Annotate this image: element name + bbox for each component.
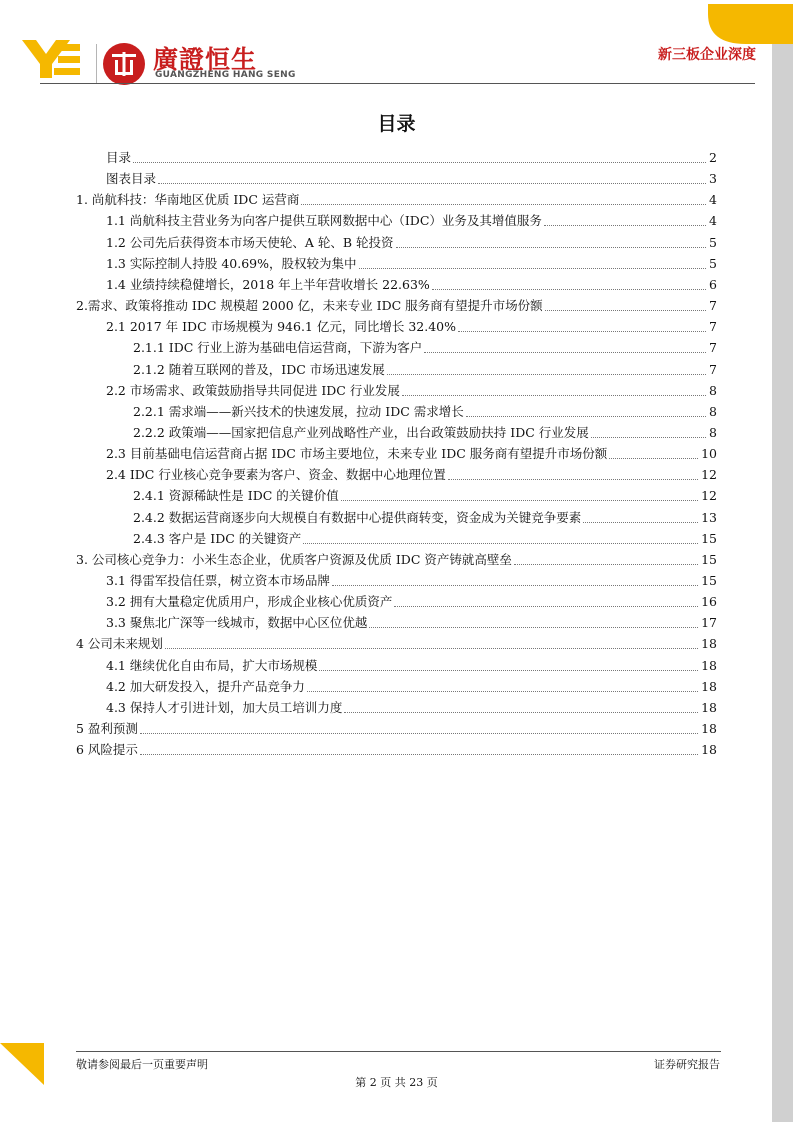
toc-entry[interactable]: [106, 589, 717, 610]
toc-dot-leader: [369, 627, 698, 628]
toc-dot-leader: [544, 225, 706, 226]
toc-entry[interactable]: [76, 716, 717, 737]
toc-dot-leader: [158, 183, 706, 184]
toc-dot-leader: [545, 310, 706, 311]
toc-entry-text: 2.4.3 客户是 IDC 的关键资产: [133, 531, 302, 546]
toc-entry-text: 2.4.2 数据运营商逐步向大规模自有数据中心提供商转变，资金成为关键竞争要素: [133, 510, 582, 525]
toc-entry[interactable]: [106, 166, 717, 187]
toc-entry-page: 17: [701, 615, 717, 630]
toc-entry-page: 15: [701, 552, 717, 567]
toc-entry-page: 7: [709, 340, 717, 355]
toc-dot-leader: [583, 522, 698, 523]
toc-dot-leader: [609, 458, 698, 459]
toc-entry-page: 18: [701, 636, 717, 651]
toc-entry-page: 4: [709, 192, 717, 207]
toc-entry[interactable]: [133, 399, 717, 420]
toc-entry[interactable]: [106, 653, 717, 674]
toc-entry[interactable]: [106, 230, 717, 251]
toc-entry[interactable]: [106, 695, 717, 716]
toc-dot-leader: [402, 395, 706, 396]
toc-entry-text: 图表目录: [106, 171, 157, 186]
toc-entry-page: 3: [709, 171, 717, 186]
toc-entry-text: 5 盈利预测: [76, 721, 138, 736]
toc-entry[interactable]: [106, 462, 717, 483]
toc-entry-page: 5: [709, 256, 717, 271]
header-rule: [40, 83, 755, 84]
toc-dot-leader: [387, 374, 706, 375]
toc-entry[interactable]: [106, 674, 717, 695]
logo-divider: [96, 44, 97, 84]
toc-entry[interactable]: [76, 187, 717, 208]
toc-entry-text: 2.4.1 资源稀缺性是 IDC 的关键价值: [133, 488, 339, 503]
toc-dot-leader: [344, 712, 698, 713]
toc-entry-page: 8: [709, 383, 717, 398]
toc-entry-page: 10: [701, 446, 717, 461]
toc-entry-text: 2.2 市场需求、政策鼓励指导共同促进 IDC 行业发展: [106, 383, 400, 398]
toc-dot-leader: [432, 289, 706, 290]
toc-entry-page: 13: [701, 510, 717, 525]
toc-entry-text: 1.4 业绩持续稳健增长，2018 年上半年营收增长 22.63%: [106, 277, 430, 292]
toc-entry[interactable]: [106, 441, 717, 462]
toc-dot-leader: [332, 585, 698, 586]
toc-entry[interactable]: [133, 526, 717, 547]
toc-entry-text: 3.3 聚焦北广深等一线城市，数据中心区位优越: [106, 615, 368, 630]
company-logo-mark: [22, 38, 84, 80]
toc-entry-text: 2.4 IDC 行业核心竞争要素为客户、资金、数据中心地理位置: [106, 467, 446, 482]
footer-disclaimer: 敬请参阅最后一页重要声明: [76, 1058, 208, 1071]
brand-name-english: GUANGZHENG HANG SENG: [155, 70, 296, 80]
toc-dot-leader: [341, 500, 698, 501]
toc-entry-page: 18: [701, 658, 717, 673]
toc-dot-leader: [140, 733, 698, 734]
toc-entry-page: 7: [709, 319, 717, 334]
toc-dot-leader: [466, 416, 706, 417]
toc-entry-page: 4: [709, 213, 717, 228]
toc-entry[interactable]: [133, 420, 717, 441]
toc-entry[interactable]: [106, 568, 717, 589]
toc-entry-text: 1.1 尚航科技主营业务为向客户提供互联网数据中心（IDC）业务及其增值服务: [106, 213, 542, 228]
toc-entry-text: 4.2 加大研发投入，提升产品竞争力: [106, 679, 305, 694]
toc-entry-page: 12: [701, 467, 717, 482]
toc-entry-page: 18: [701, 679, 717, 694]
toc-entry-page: 8: [709, 404, 717, 419]
toc-entry-text: 4.1 继续优化自由布局，扩大市场规模: [106, 658, 318, 673]
report-type-label: 新三板企业深度: [658, 47, 756, 63]
toc-dot-leader: [319, 670, 698, 671]
toc-entry[interactable]: [106, 272, 717, 293]
toc-entry[interactable]: [76, 547, 717, 568]
toc-entry-text: 6 风险提示: [76, 742, 138, 757]
footer-doc-type: 证券研究报告: [654, 1058, 720, 1071]
toc-entry-page: 18: [701, 721, 717, 736]
toc-entry-text: 4.3 保持人才引进计划，加大员工培训力度: [106, 700, 343, 715]
toc-dot-leader: [301, 204, 706, 205]
toc-entry-text: 2.2.2 政策端——国家把信息产业列战略性产业，出台政策鼓励扶持 IDC 行业发展: [133, 425, 589, 440]
toc-dot-leader: [307, 691, 698, 692]
toc-entry-text: 3. 公司核心竞争力：小米生态企业，优质客户资源及优质 IDC 资产铸就高壁垒: [76, 552, 512, 567]
toc-entry-page: 12: [701, 488, 717, 503]
toc-entry-text: 目录: [106, 150, 132, 165]
toc-dot-leader: [396, 247, 707, 248]
toc-entry-page: 18: [701, 700, 717, 715]
toc-entry-text: 1.2 公司先后获得资本市场天使轮、A 轮、B 轮投资: [106, 235, 394, 250]
toc-entry-text: 2.1 2017 年 IDC 市场规模为 946.1 亿元，同比增长 32.40%: [106, 319, 456, 334]
toc-entry[interactable]: [106, 314, 717, 335]
brand-name-chinese: 廣證恒生: [153, 45, 258, 74]
toc-entry[interactable]: [76, 631, 717, 652]
toc-entry-text: 3.1 得雷军投信任票，树立资本市场品牌: [106, 573, 330, 588]
footer-rule: [76, 1051, 721, 1052]
toc-entry-text: 1.3 实际控制人持股 40.69%，股权较为集中: [106, 256, 357, 271]
toc-entry[interactable]: [133, 483, 717, 504]
toc-entry-page: 5: [709, 235, 717, 250]
toc-dot-leader: [591, 437, 706, 438]
toc-entry[interactable]: [76, 293, 717, 314]
toc-entry[interactable]: [106, 378, 717, 399]
toc-entry-text: 3.2 拥有大量稳定优质用户，形成企业核心优质资产: [106, 594, 393, 609]
toc-dot-leader: [394, 606, 698, 607]
toc-entry-text: 1. 尚航科技：华南地区优质 IDC 运营商: [76, 192, 300, 207]
seal-logo-icon: [103, 43, 145, 85]
toc-dot-leader: [303, 543, 698, 544]
toc-entry-page: 8: [709, 425, 717, 440]
toc-entry-text: 2.1.1 IDC 行业上游为基础电信运营商，下游为客户: [133, 340, 423, 355]
toc-entry-page: 2: [709, 150, 717, 165]
toc-entry-text: 2.需求、政策将推动 IDC 规模超 2000 亿，未来专业 IDC 服务商有望提升市场份额: [76, 298, 543, 313]
toc-entry-text: 2.3 目前基础电信运营商占据 IDC 市场主要地位，未来专业 IDC 服务商有望提升市场份额: [106, 446, 608, 461]
toc-dot-leader: [133, 162, 706, 163]
toc-entry[interactable]: [106, 208, 717, 229]
toc-dot-leader: [140, 754, 698, 755]
toc-dot-leader: [359, 268, 707, 269]
toc-entry-page: 7: [709, 362, 717, 377]
toc-entry-page: 7: [709, 298, 717, 313]
toc-entry[interactable]: [76, 737, 717, 758]
toc-entry-page: 16: [701, 594, 717, 609]
page-number: 第 2 页 共 23 页: [355, 1076, 438, 1089]
toc-dot-leader: [458, 331, 706, 332]
toc-entry-text: 4 公司未来规划: [76, 636, 163, 651]
toc-entry-page: 15: [701, 531, 717, 546]
toc-entry[interactable]: [106, 251, 717, 272]
toc-entry[interactable]: [133, 357, 717, 378]
corner-accent-top: [708, 4, 793, 44]
toc-entry[interactable]: [133, 335, 717, 356]
toc-dot-leader: [424, 352, 706, 353]
toc-entry[interactable]: [133, 505, 717, 526]
toc-title: 目录: [377, 113, 416, 135]
toc-dot-leader: [514, 564, 698, 565]
toc-dot-leader: [448, 479, 698, 480]
toc-entry[interactable]: [106, 610, 717, 631]
toc-entry-page: 18: [701, 742, 717, 757]
toc-dot-leader: [165, 648, 698, 649]
toc-entry[interactable]: [106, 145, 717, 166]
toc-entry-page: 6: [709, 277, 717, 292]
toc-entry-text: 2.2.1 需求端——新兴技术的快速发展，拉动 IDC 需求增长: [133, 404, 464, 419]
toc-entry-page: 15: [701, 573, 717, 588]
toc-entry-text: 2.1.2 随着互联网的普及，IDC 市场迅速发展: [133, 362, 385, 377]
right-side-bar: [772, 44, 793, 1122]
